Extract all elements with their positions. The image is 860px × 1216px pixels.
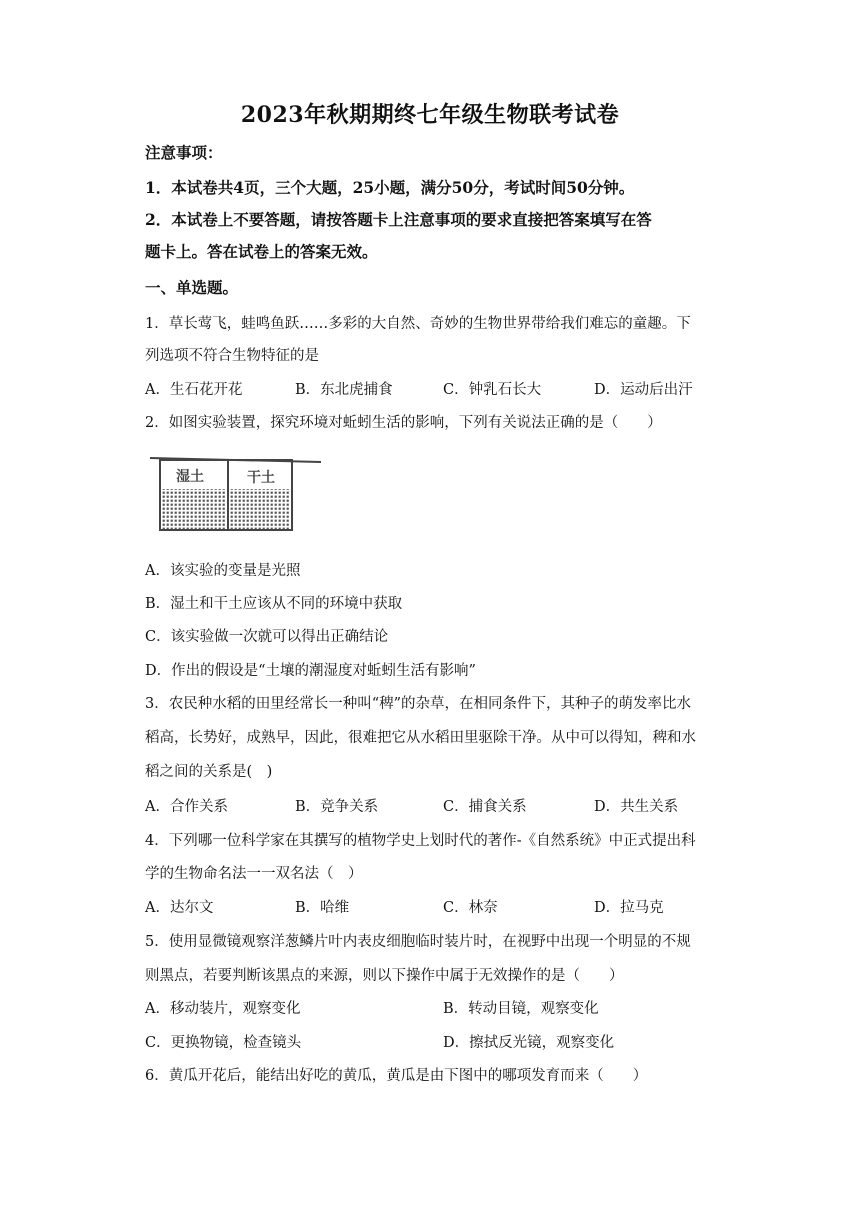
question-1-option-a: A．生石花开花: [145, 382, 243, 398]
earthworm-experiment-figure: [150, 455, 322, 535]
question-4-option-d: D．拉马克: [594, 900, 664, 916]
section-heading: 一、单选题。: [145, 278, 239, 297]
question-5-option-c: C．更换物镜，检查镜头: [145, 1035, 302, 1051]
question-3-option-a: A．合作关系: [145, 799, 228, 815]
question-1-option-d: D．运动后出汗: [594, 382, 693, 398]
question-1-option-c: C．钟乳石长大: [443, 382, 542, 398]
question-3-option-b: B．竞争关系: [295, 799, 379, 815]
question-4-option-b: B．哈维: [295, 900, 350, 916]
question-6-stem: 6．黄瓜开花后，能结出好吃的黄瓜，黄瓜是由下图中的哪项发育而来（ ）: [145, 1068, 648, 1084]
question-3-option-c: C．捕食关系: [443, 799, 527, 815]
notice-heading: 注意事项：: [145, 143, 223, 162]
question-3-stem-line-2: 稻高，长势好，成熟早，因此，很难把它从水稻田里驱除干净。从中可以得知，稗和水: [145, 730, 696, 746]
question-4-option-a: A．达尔文: [145, 900, 214, 916]
question-5-option-d: D．擦拭反光镜，观察变化: [443, 1035, 615, 1051]
question-2-option-a: A．该实验的变量是光照: [145, 563, 301, 579]
question-3-stem-line-3: 稻之间的关系是( ): [145, 764, 273, 780]
dry-soil-area: [230, 489, 290, 529]
question-5-stem-line-1: 5．使用显微镜观察洋葱鳞片叶内表皮细胞临时装片时，在视野中出现一个明显的不规: [145, 934, 691, 950]
question-5-stem-line-2: 则黑点，若要判断该黑点的来源，则以下操作中属于无效操作的是（ ）: [145, 968, 624, 984]
wet-soil-area: [162, 489, 226, 529]
question-5-option-b: B．转动目镜，观察变化: [443, 1001, 599, 1017]
question-4-stem-line-1: 4．下列哪一位科学家在其撰写的植物学史上划时代的著作-《自然系统》中正式提出科: [145, 833, 696, 849]
question-2-stem: 2．如图实验装置，探究环境对蚯蚓生活的影响，下列有关说法正确的是（ ）: [145, 415, 662, 431]
notice-item-2-line-1: 2．本试卷上不要答题，请按答题卡上注意事项的要求直接把答案填写在答: [145, 210, 652, 229]
dry-soil-label: 干土: [247, 470, 275, 486]
question-3-stem-line-1: 3．农民种水稻的田里经常长一种叫“稗”的杂草，在相同条件下，其种子的萌发率比水: [145, 696, 692, 712]
question-1-option-b: B．东北虎捕食: [295, 382, 393, 398]
question-3-option-d: D．共生关系: [594, 799, 679, 815]
question-4-option-c: C．林奈: [443, 900, 498, 916]
question-2-option-d: D．作出的假设是“土壤的潮湿度对蚯蚓生活有影响”: [145, 663, 476, 679]
question-5-option-a: A．移动装片，观察变化: [145, 1001, 301, 1017]
question-4-stem-line-2: 学的生物命名法一一双名法（ ）: [145, 866, 363, 882]
notice-item-2-line-2: 题卡上。答在试卷上的答案无效。: [145, 242, 378, 261]
question-2-option-b: B．湿土和干土应该从不同的环境中获取: [145, 596, 403, 612]
question-2-option-c: C．该实验做一次就可以得出正确结论: [145, 629, 389, 645]
question-1-stem-line-1: 1．草长莺飞，蛙鸣鱼跃……多彩的大自然、奇妙的生物世界带给我们难忘的童趣。下: [145, 316, 691, 332]
wet-soil-label: 湿土: [176, 469, 204, 485]
exam-title: 2023年秋期期终七年级生物联考试卷: [240, 102, 620, 128]
notice-item-1: 1．本试卷共4页，三个大题，25小题，满分50分，考试时间50分钟。: [145, 178, 635, 197]
question-1-stem-line-2: 列选项不符合生物特征的是: [145, 348, 319, 364]
